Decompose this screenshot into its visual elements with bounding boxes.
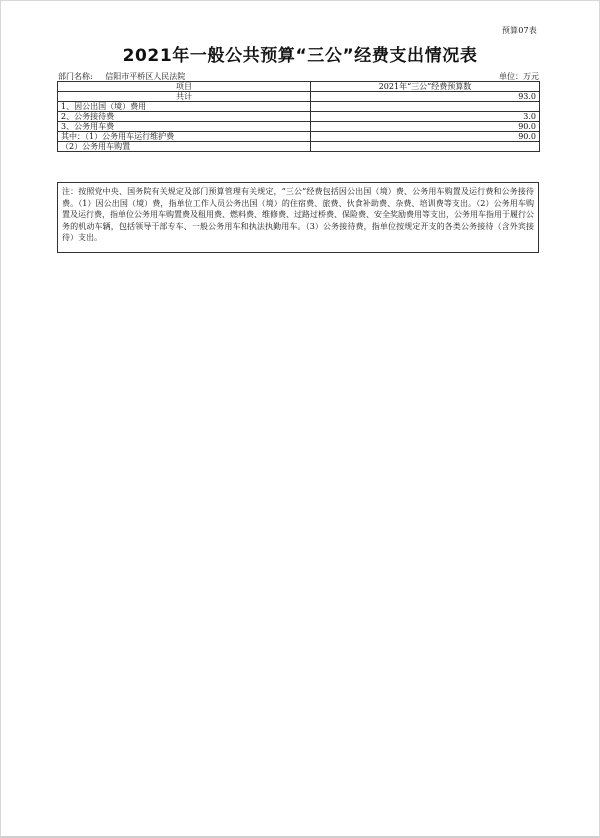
row-item: 其中：（1）公务用车运行维护费	[58, 132, 311, 142]
row-item-total: 共计	[58, 92, 311, 102]
table-row	[58, 132, 540, 142]
budget-table	[57, 81, 540, 152]
table-row	[58, 142, 540, 152]
row-value	[311, 102, 540, 112]
row-item: 2、公务接待费	[58, 112, 311, 122]
department-name: 信阳市平桥区人民法院	[105, 72, 186, 81]
page-title: 2021年一般公共预算“三公”经费支出情况表	[122, 46, 478, 66]
table-row	[58, 122, 540, 132]
row-value-total: 93.0	[311, 92, 540, 102]
table-row	[58, 92, 540, 102]
column-header-value: 2021年“三公”经费预算数	[311, 82, 540, 92]
row-item: （2）公务用车购置	[58, 142, 311, 152]
table-row	[58, 102, 540, 112]
table-header-row	[58, 82, 540, 92]
row-value: 3.0	[311, 112, 540, 122]
department-label: 部门名称:	[58, 72, 93, 81]
row-value	[311, 142, 540, 152]
row-item: 1、因公出国（境）费用	[58, 102, 311, 112]
column-header-item: 项目	[58, 82, 311, 92]
table-row	[58, 112, 540, 122]
row-value: 90.0	[311, 132, 540, 142]
form-code: 预算07表	[501, 26, 537, 35]
row-item: 3、公务用车费	[58, 122, 311, 132]
footnote: 注：按照党中央、国务院有关规定及部门预算管理有关规定，“三公”经费包括因公出国（境）费、公务用车购置及运行费和公务接待费。（1）因公出国（境）费，指单位工作人员公务出国（境）的住宿费、旅费、伙食补助费、杂费、培训费等支出。（2）公务用车购置及运行费，指单位公务用车购置费及租用费、燃料费、维修费、过路过桥费、保险费、安全奖励费用等支出，公务用车指用于履行公务的机动车辆，包括领导干部专车、一般公务用车和执法执勤用车。（3）公务接待费，指单位按规定开支的各类公务接待（含外宾接待）支出。	[57, 182, 539, 253]
row-value: 90.0	[311, 122, 540, 132]
unit-label: 单位：万元	[499, 72, 539, 81]
